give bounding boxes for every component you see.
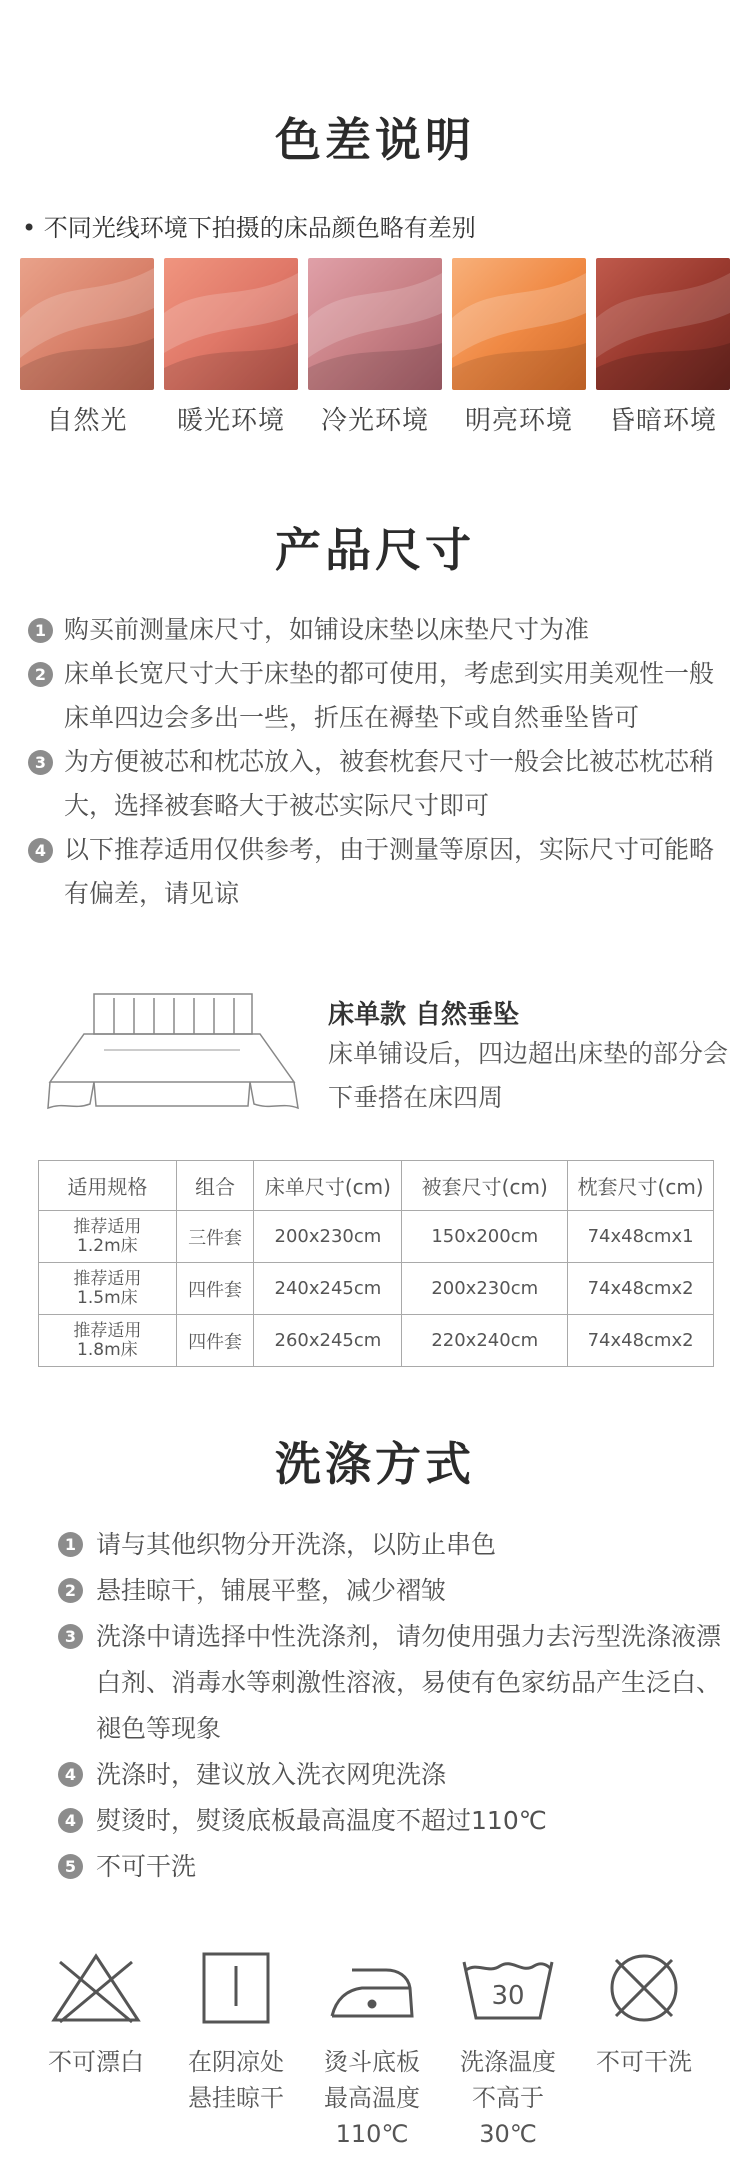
wash-temperature-icon — [458, 1948, 558, 2028]
table-header: 床单尺寸(cm) — [254, 1161, 402, 1211]
number-badge: 4 — [58, 1762, 83, 1787]
table-cell-spec — [39, 1263, 177, 1315]
no-dry-clean-icon — [594, 1948, 694, 2028]
wash-section-title: 洗涤方式 — [275, 1437, 475, 1491]
fabric-photo — [308, 258, 442, 390]
list-item-text: 为方便被芯和枕芯放入，被套枕套尺寸一般会比被芯枕芯稍大，选择被套略大于被芯实际尺寸即可 — [64, 747, 715, 820]
spec-line: 1.8m床 — [77, 1339, 138, 1360]
care-label-line: 30℃ — [479, 2120, 537, 2148]
list-item — [28, 740, 728, 828]
swatch-dim-light — [596, 258, 730, 437]
swatch-label: 自然光 — [46, 406, 128, 436]
table-header: 适用规格 — [39, 1161, 177, 1211]
fabric-photo — [452, 258, 586, 390]
list-item — [58, 1752, 728, 1798]
table-cell: 四件套 — [176, 1315, 254, 1367]
list-item — [58, 1844, 728, 1890]
list-item-text: 以下推荐适用仅供参考，由于测量等原因，实际尺寸可能略有偏差，请见谅 — [64, 835, 715, 908]
care-label-line: 悬挂晾干 — [188, 2084, 284, 2112]
spec-line: 推荐适用 — [73, 1320, 142, 1341]
list-item — [58, 1614, 728, 1752]
list-item-text: 熨烫时，熨烫底板最高温度不超过110℃ — [96, 1806, 547, 1835]
swatch-warm-light — [164, 258, 298, 437]
table-cell: 260x245cm — [254, 1315, 402, 1367]
table-cell: 200x230cm — [254, 1211, 402, 1263]
table-cell: 四件套 — [176, 1263, 254, 1315]
number-badge: 3 — [58, 1624, 83, 1649]
number-badge: 3 — [28, 750, 53, 775]
number-badge: 4 — [28, 838, 53, 863]
care-label-line: 洗涤温度 — [460, 2048, 556, 2076]
table-row — [39, 1211, 714, 1263]
care-label-dry-shade — [161, 2044, 311, 2116]
table-cell-spec — [39, 1315, 177, 1367]
care-label-line: 烫斗底板 — [324, 2048, 420, 2076]
color-note: • 不同光线环境下拍摄的床品颜色略有差别 — [22, 214, 476, 242]
list-item — [28, 828, 728, 916]
list-item-text: 床单长宽尺寸大于床垫的都可使用，考虑到实用美观性一般床单四边会多出一些，折压在褥垫下或自然垂坠皆可 — [64, 659, 715, 732]
fabric-photo — [164, 258, 298, 390]
care-label-line: 在阴凉处 — [188, 2048, 284, 2076]
no-bleach-icon — [46, 1948, 146, 2028]
swatch-label: 昏暗环境 — [608, 406, 717, 436]
table-cell: 三件套 — [176, 1211, 254, 1263]
care-label-wash-temp — [433, 2044, 583, 2152]
color-note-text: 不同光线环境下拍摄的床品颜色略有差别 — [43, 214, 476, 242]
care-label-no-bleach — [21, 2044, 171, 2080]
swatch-row — [20, 258, 732, 438]
bed-sheet-illustration — [44, 990, 300, 1120]
care-label-line: 最高温度 — [324, 2084, 420, 2112]
dry-in-shade-icon — [186, 1948, 286, 2028]
list-item — [58, 1522, 728, 1568]
number-badge: 1 — [28, 618, 53, 643]
wash-instructions-list — [58, 1522, 728, 1890]
number-badge: 2 — [58, 1578, 83, 1603]
list-item-text: 购买前测量床尺寸，如铺设床垫以床垫尺寸为准 — [64, 615, 590, 644]
table-cell: 240x245cm — [254, 1263, 402, 1315]
fabric-photo — [596, 258, 730, 390]
care-label-line: 不高于 — [472, 2084, 544, 2112]
number-badge: 1 — [58, 1532, 83, 1557]
number-badge: 2 — [28, 662, 53, 687]
list-item-text: 悬挂晾干，铺展平整，减少褶皱 — [96, 1576, 447, 1605]
wash-temperature-mark: 30 — [491, 1981, 525, 2011]
list-item-text: 请与其他织物分开洗涤，以防止串色 — [96, 1530, 497, 1559]
list-item-text: 洗涤时，建议放入洗衣网兜洗涤 — [96, 1760, 447, 1789]
swatch-natural-light — [20, 258, 154, 437]
table-header: 枕套尺寸(cm) — [568, 1161, 714, 1211]
table-cell: 74x48cmx2 — [568, 1263, 714, 1315]
swatch-label: 冷光环境 — [320, 406, 429, 436]
care-label-line: 不可干洗 — [596, 2048, 692, 2076]
size-section-title: 产品尺寸 — [275, 523, 475, 577]
size-notes-list — [28, 608, 728, 916]
list-item — [28, 608, 728, 652]
table-cell-spec — [39, 1211, 177, 1263]
table-header: 组合 — [176, 1161, 254, 1211]
number-badge: 4 — [58, 1808, 83, 1833]
care-label-line: 110℃ — [335, 2120, 409, 2148]
table-row — [39, 1315, 714, 1367]
table-header-row — [39, 1161, 714, 1211]
list-item-text: 洗涤中请选择中性洗涤剂，请勿使用强力去污型洗涤液漂白剂、消毒水等刺激性溶液，易使有色家纺品产生泛白、褪色等现象 — [96, 1622, 722, 1743]
iron-icon — [322, 1948, 422, 2028]
number-badge: 5 — [58, 1854, 83, 1879]
color-section-title: 色差说明 — [275, 113, 475, 167]
swatch-bright-light — [452, 258, 586, 437]
list-item — [58, 1798, 728, 1844]
spec-line: 1.5m床 — [77, 1287, 138, 1308]
table-cell: 220x240cm — [402, 1315, 568, 1367]
care-label-iron — [297, 2044, 447, 2152]
fabric-photo — [20, 258, 154, 390]
table-row — [39, 1263, 714, 1315]
swatch-label: 明亮环境 — [464, 406, 573, 436]
care-label-line: 不可漂白 — [48, 2048, 144, 2076]
care-label-no-dry-clean — [569, 2044, 719, 2080]
spec-line: 推荐适用 — [73, 1216, 142, 1237]
bed-style-title: 床单款 自然垂坠 — [328, 1000, 520, 1030]
list-item-text: 不可干洗 — [96, 1852, 197, 1881]
table-cell: 74x48cmx1 — [568, 1211, 714, 1263]
spec-line: 推荐适用 — [73, 1268, 142, 1289]
swatch-label: 暖光环境 — [176, 406, 285, 436]
table-header: 被套尺寸(cm) — [402, 1161, 568, 1211]
table-cell: 200x230cm — [402, 1263, 568, 1315]
table-cell: 74x48cmx2 — [568, 1315, 714, 1367]
list-item — [58, 1568, 728, 1614]
spec-line: 1.2m床 — [77, 1235, 138, 1256]
bed-style-description: 床单铺设后，四边超出床垫的部分会下垂搭在床四周 — [328, 1039, 729, 1112]
size-table — [38, 1160, 714, 1367]
swatch-cool-light — [308, 258, 442, 437]
list-item — [28, 652, 728, 740]
table-cell: 150x200cm — [402, 1211, 568, 1263]
